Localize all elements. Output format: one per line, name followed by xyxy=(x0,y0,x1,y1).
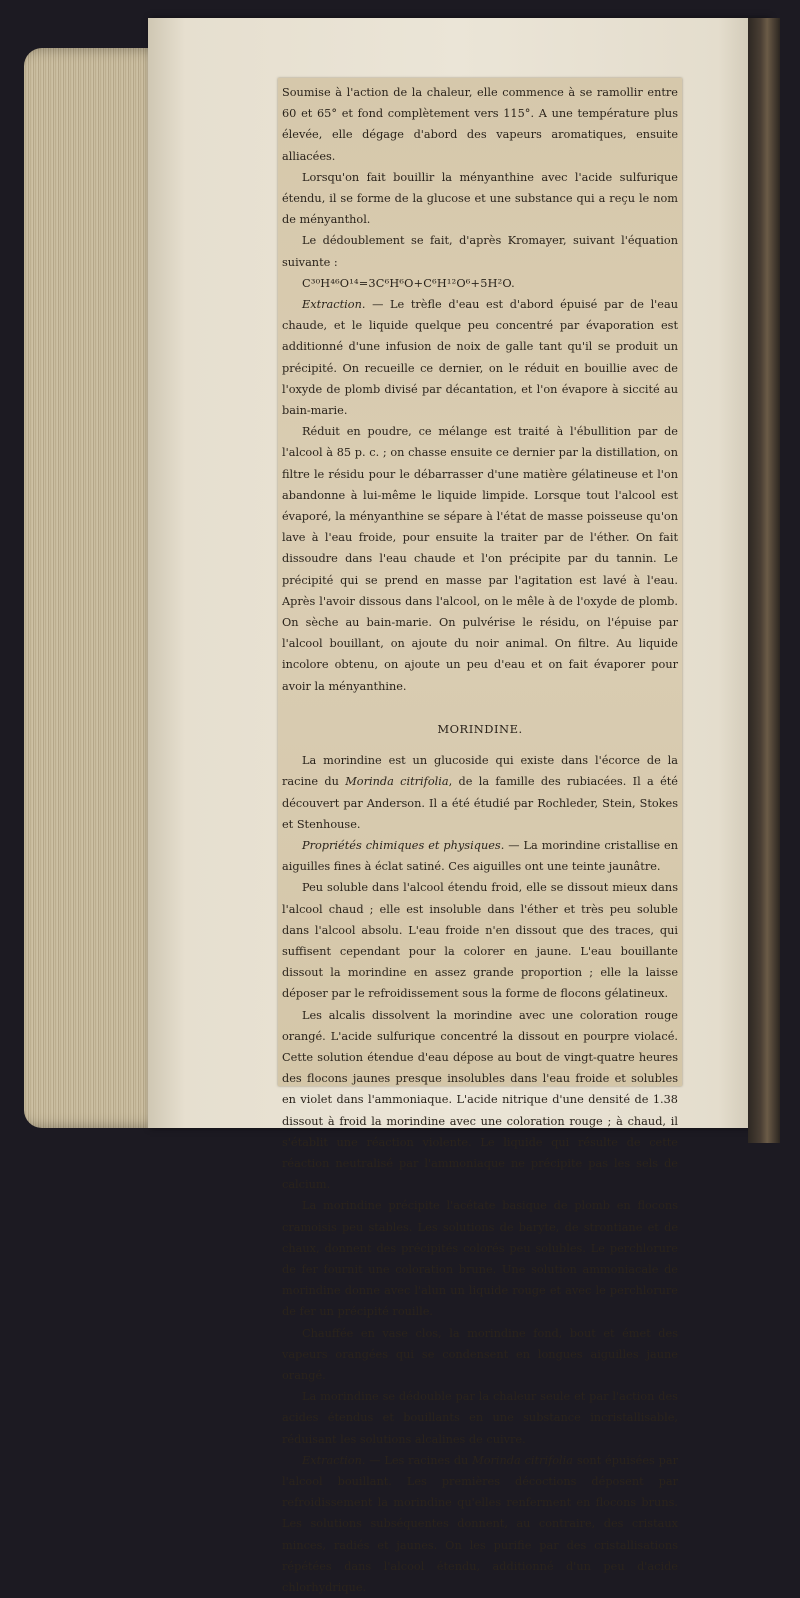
extraction-text-end: sont épuisées par l'alcool bouillant. Les premières décoctions déposent par refroidissement la morindine qu'elles renferment en flocons bruns. Les solutions subséquentes donnent, au contraire, des cristaux minces, radiés et jaunes. On les purifie par des cristallisations répétées dans l'alcool étendu, additionné d'un peu d'acide chlorhydrique. xyxy=(282,1453,679,1595)
section-heading: MORINDINE. xyxy=(437,721,523,736)
paragraph-extraction-2 xyxy=(282,1450,678,1598)
paragraph: Le dédoublement se fait, d'après Kromayer, suivant l'équation suivante : xyxy=(282,234,678,269)
intro-text: La morindine est un glucoside qui existe dans l'écorce de la racine du xyxy=(282,754,678,789)
paragraph: La morindine précipite l'acétate basique de plomb en flocons cramoisis peu stables. Les solutions de baryte, de strontiane et de chaux, donnent des précipités colorés peu solubles. Le perchlorure de fer fournit une coloration brune. Une solution ammoniacale de morindine donne avec l'alun un liquide rouge et avec le perchlorure de fer un précipité rouille. xyxy=(282,1199,678,1319)
text-clipping xyxy=(278,78,682,1595)
book-spine-edge xyxy=(748,18,780,1143)
species-name: Morinda citrifolia xyxy=(345,775,449,789)
spacer xyxy=(282,697,678,709)
paragraph: Chauffée en vase clos, la morindine fond, bout et émet des vapeurs orangées qui se condensent en longues aiguilles jaune orangé. xyxy=(282,1326,678,1382)
paragraph-extraction xyxy=(282,294,678,421)
paragraph: Peu soluble dans l'alcool étendu froid, elle se dissout mieux dans l'alcool chaud ; elle est insoluble dans l'éther et très peu soluble dans l'alcool absolu. L'eau froide n'en dissout que des traces, qui suffisent cependant pour la colorer en jaune. L'eau bouillante dissout la morindine en assez grande proportion ; elle la laisse déposer par le refroidissement sous la forme de flocons gélatineux. xyxy=(282,881,678,1001)
extraction-label: Extraction. xyxy=(302,1453,366,1467)
extraction-text: — Le trèfle d'eau est d'abord épuisé par de l'eau chaude, et le liquide quelque peu concentré par évaporation est additionné d'une infusion de noix de galle tant qu'il se produit un précipité. On recueille ce dernier, on le réduit en bouillie avec de l'oxyde de plomb divisé par décantation, et l'on évapore à siccité au bain-marie. xyxy=(282,298,678,418)
chemical-equation: C³⁰H⁴⁶O¹⁴=3C⁶H⁶O+C⁶H¹²O⁶+5H²O. xyxy=(302,276,515,290)
paragraph: La morindine se dédouble par la chaleur seule et par l'action des acides étendus et bouillants en une substance incristallisable, réduisant les solutions alcalines de cuivre. xyxy=(282,1390,678,1446)
properties-label: Propriétés chimiques et physiques. xyxy=(302,838,505,852)
paragraph-properties xyxy=(282,835,678,877)
extraction-label: Extraction. xyxy=(302,298,366,312)
paragraph: Soumise à l'action de la chaleur, elle commence à se ramollir entre 60 et 65° et fond complètement vers 115°. A une température plus élevée, elle dégage d'abord des vapeurs aromatiques, ensuite alliacées. xyxy=(282,86,678,163)
properties-text: — La morindine cristallise en aiguilles fines à éclat satiné. Ces aiguilles ont une teinte jaunâtre. xyxy=(282,838,678,874)
species-name: Morinda citrifolia xyxy=(472,1453,574,1467)
paragraph: Lorsqu'on fait bouillir la ményanthine avec l'acide sulfurique étendu, il se forme de la glucose et une substance qui a reçu le nom de ményanthol. xyxy=(282,170,678,227)
paragraph-intro xyxy=(282,750,678,835)
intro-text-end: , de la famille des rubiacées. Il a été découvert par Anderson. Il a été étudié par Rochleder, Stein, Stokes et Stenhouse. xyxy=(282,775,678,831)
extraction-text: — Les racines du xyxy=(365,1453,473,1467)
paragraph: Les alcalis dissolvent la morindine avec une coloration rouge orangé. L'acide sulfurique concentré la dissout en pourpre violacé. Cette solution étendue d'eau dépose au bout de vingt-quatre heures des flocons jaunes presque insolubles dans l'eau froide et solubles en violet dans l'ammoniaque. L'acide nitrique d'une densité de 1.38 dissout à froid la morindine avec une coloration rouge ; à chaud, il s'établit une réaction violente. Le liquide qui résulte de cette réaction neutralisé par l'ammoniaque ne précipite pas les sels de calcium. xyxy=(282,1008,678,1192)
paragraph: Réduit en poudre, ce mélange est traité à l'ébullition par de l'alcool à 85 p. c. ; on chasse ensuite ce dernier par la distillation, on filtre le résidu pour le débarrasser d'une matière gélatineuse et l'on abandonne à lui-même le liquide limpide. Lorsque tout l'alcool est évaporé, la ményanthine se sépare à l'état de masse poisseuse qu'on lave à l'eau froide, pour ensuite la traiter par de l'éther. On fait dissoudre dans l'eau chaude et l'on précipite par du tannin. Le précipité qui se prend en masse par l'agitation est lavé à l'eau. Après l'avoir dissous dans l'alcool, on le mêle à de l'oxyde de plomb. On sèche au bain-marie. On pulvérise le résidu, on l'épuise par l'alcool bouillant, on ajoute du noir animal. On filtre. Au liquide incolore obtenu, on ajoute un peu d'eau et on fait évaporer pour avoir la ményanthine. xyxy=(282,425,678,693)
